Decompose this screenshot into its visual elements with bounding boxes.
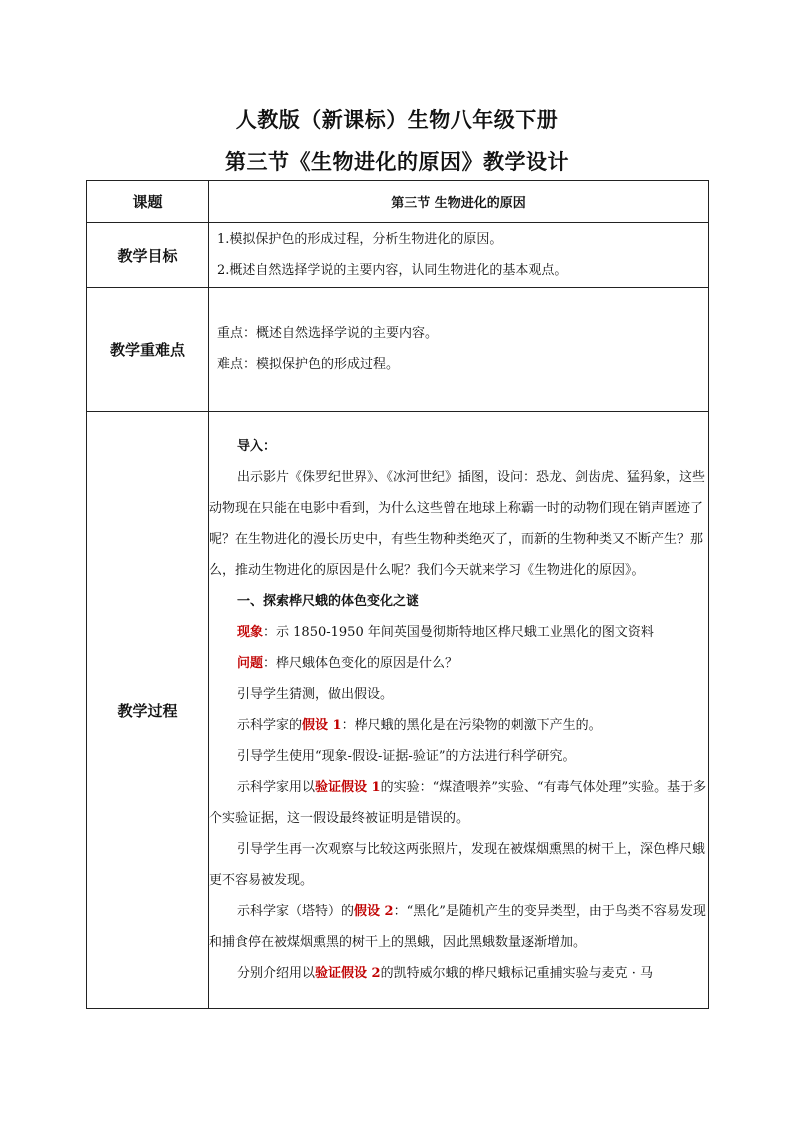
verify2-paragraph: [209, 958, 708, 989]
section-heading: 一、探索桦尺蛾的体色变化之谜: [237, 594, 420, 609]
verify1-label: 验证假设 1: [315, 780, 381, 795]
phenomenon-paragraph: [209, 617, 708, 648]
document-title: 人教版（新课标）生物八年级下册: [235, 107, 559, 132]
hypothesis1-paragraph: [209, 710, 708, 741]
lesson-plan-table: [86, 180, 709, 1009]
table-row-key-points: [87, 288, 709, 412]
verify2-prefix: 分别介绍用以: [237, 966, 316, 981]
table-row-process: [87, 412, 709, 1009]
verify1-prefix: 示科学家用以: [237, 780, 316, 795]
topic-value: 第三节 生物进化的原因: [209, 181, 709, 223]
document-subtitle: 第三节《生物进化的原因》教学设计: [225, 149, 569, 174]
hypothesis2-paragraph: [209, 896, 708, 958]
hypothesis1-prefix: 示科学家的: [237, 718, 303, 733]
goals-content: [209, 223, 709, 288]
table-row-topic: [87, 181, 709, 223]
key-points-content: [209, 288, 709, 412]
difficult-point-item: 难点：模拟保护色的形成过程。: [217, 357, 400, 372]
topic-label: 课题: [87, 181, 209, 223]
verify1-paragraph: [209, 772, 708, 834]
hypothesis2-text: ：“黑化”是随机产生的变异类型，由于鸟类不容易发现和捕食停在被煤烟熏黑的树干上的黑蛾，因此黑蛾数量逐渐增加。: [209, 904, 706, 950]
hypothesis1-text: ：桦尺蛾的黑化是在污染物的刺激下产生的。: [341, 718, 602, 733]
process-label: 教学过程: [87, 412, 209, 1009]
hypothesis2-label: 假设 2: [354, 904, 394, 919]
method-paragraph: 引导学生使用“现象-假设-证据-验证”的方法进行科学研究。: [237, 749, 576, 764]
goal-item: 2.概述自然选择学说的主要内容，认同生物进化的基本观点。: [217, 262, 568, 278]
phenomenon-text: ：示 1850-1950 年间英国曼彻斯特地区桦尺蛾工业黑化的图文资料: [263, 625, 654, 640]
verify2-label: 验证假设 2: [315, 966, 381, 981]
table-row-goals: [87, 223, 709, 288]
key-points-label: 教学重难点: [87, 288, 209, 412]
hypothesis2-prefix: 示科学家（塔特）的: [237, 904, 355, 919]
hypothesis1-label: 假设 1: [302, 718, 342, 733]
process-content: [209, 412, 709, 1009]
verify2-text: 的凯特威尔蛾的桦尺蛾标记重捕实验与麦克 · 马: [380, 966, 653, 981]
key-point-item: 重点：概述自然选择学说的主要内容。: [217, 326, 439, 341]
phenomenon-label: 现象: [237, 625, 264, 640]
question-label: 问题: [237, 656, 264, 671]
intro-heading: 导入：: [237, 439, 277, 454]
observe-paragraph: 引导学生再一次观察与比较这两张照片，发现在被煤烟熏黑的树干上，深色桦尺蛾更不容易被发现。: [209, 842, 706, 888]
question-text: ：桦尺蛾体色变化的原因是什么？: [263, 656, 459, 671]
goal-item: 1.模拟保护色的形成过程，分析生物进化的原因。: [217, 231, 503, 247]
intro-paragraph: 出示影片《侏罗纪世界》、《冰河世纪》插图，设问：恐龙、剑齿虎、猛犸象，这些动物现在只能在电影中看到，为什么这些曾在地球上称霸一时的动物们现在销声匿迹了呢？在生物进化的漫长历史中，有些生物种类绝灭了，而新的生物种类又不断产生？那么，推动生物进化的原因是什么呢？我们今天就来学习《生物进化的原因》。: [209, 470, 706, 578]
question-paragraph: [209, 648, 708, 679]
verify1-text: 的实验：“煤渣喂养”实验、“有毒气体处理”实验。基于多个实验证据，这一假设最终被证明是错误的。: [209, 780, 707, 826]
goals-label: 教学目标: [87, 223, 209, 288]
guide-paragraph: 引导学生猜测，做出假设。: [237, 687, 394, 702]
